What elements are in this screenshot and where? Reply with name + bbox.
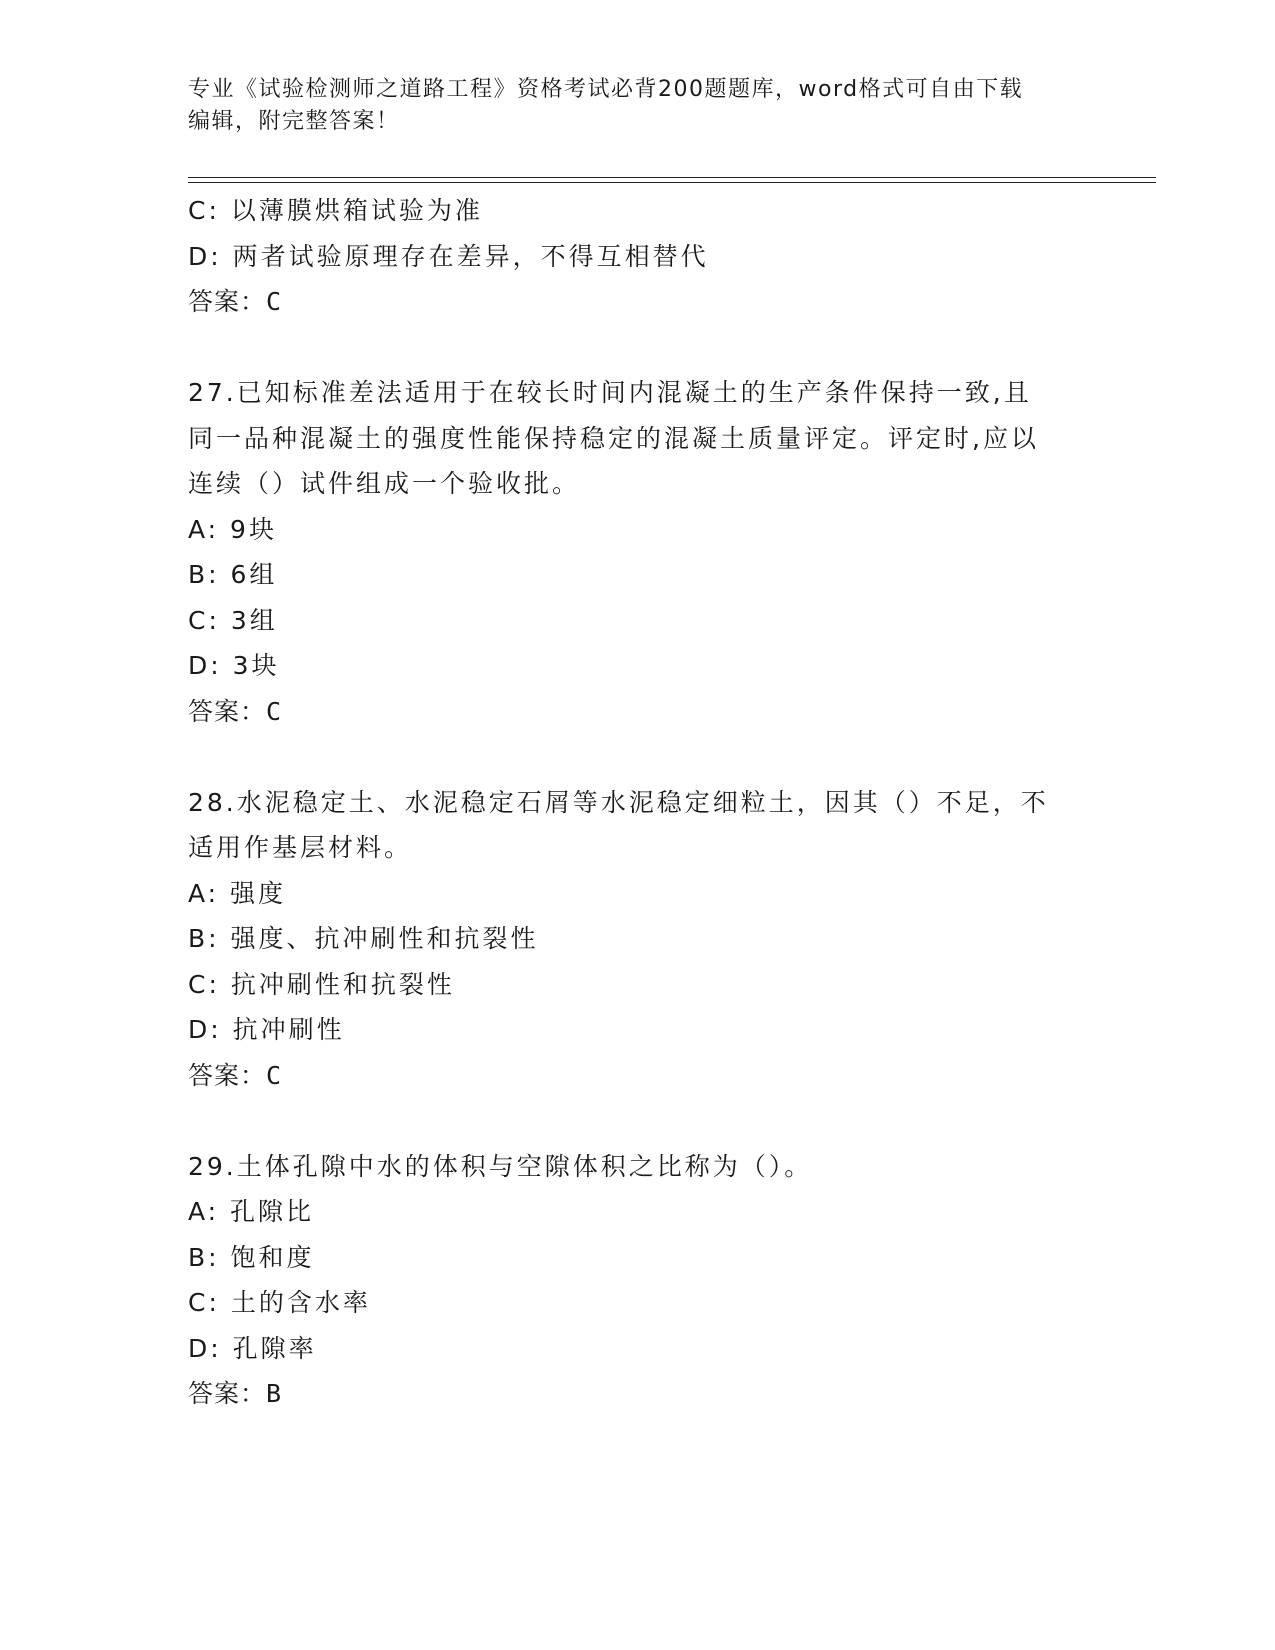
question-text-line: 27.已知标准差法适用于在较长时间内混凝土的生产条件保持一致,且 — [188, 378, 1032, 407]
answer-line: 答案：C — [188, 1060, 283, 1090]
page-header — [188, 74, 1088, 138]
spacer — [188, 734, 1088, 780]
option-b: B: 饱和度 — [188, 1242, 315, 1272]
question-text-line: 同一品种混凝土的强度性能保持稳定的混凝土质量评定。评定时,应以 — [188, 423, 1039, 453]
header-line-2: 编辑，附完整答案！ — [188, 109, 400, 134]
question-text-line: 28.水泥稳定土、水泥稳定石屑等水泥稳定细粒土，因其（）不足，不 — [188, 787, 1049, 817]
answer-line: 答案：B — [188, 1379, 283, 1408]
answer-line: 答案：C — [188, 696, 283, 726]
option-a: A: 9块 — [188, 514, 277, 544]
option-a: A: 孔隙比 — [188, 1197, 315, 1226]
question-block-28 — [188, 780, 1088, 1099]
question-text-line: 连续（）试件组成一个验收批。 — [188, 469, 581, 498]
question-block-26 — [188, 188, 1088, 325]
answer-line: 答案：C — [188, 287, 283, 316]
option-c: C: 土的含水率 — [188, 1288, 371, 1317]
spacer — [188, 325, 1088, 371]
question-content — [188, 188, 1088, 1417]
question-text-line: 29.土体孔隙中水的体积与空隙体积之比称为（）。 — [188, 1151, 813, 1181]
question-block-27 — [188, 370, 1088, 734]
option-c: C: 抗冲刷性和抗裂性 — [188, 969, 455, 999]
option-d: D: 两者试验原理存在差异，不得互相替代 — [188, 241, 709, 271]
question-text-line: 适用作基层材料。 — [188, 833, 413, 862]
option-c: C: 以薄膜烘箱试验为准 — [188, 196, 483, 225]
option-d: D: 抗冲刷性 — [188, 1015, 345, 1044]
option-d: D: 孔隙率 — [188, 1333, 317, 1363]
question-block-29 — [188, 1144, 1088, 1417]
option-b: B: 6组 — [188, 560, 278, 589]
option-b: B: 强度、抗冲刷性和抗裂性 — [188, 924, 539, 953]
option-a: A: 强度 — [188, 878, 287, 908]
header-divider — [188, 177, 1156, 183]
header-line-1: 专业《试验检测师之道路工程》资格考试必背200题题库，word格式可自由下载 — [188, 77, 1024, 102]
option-c: C: 3组 — [188, 605, 278, 635]
spacer — [188, 1098, 1088, 1144]
option-d: D: 3块 — [188, 651, 280, 680]
